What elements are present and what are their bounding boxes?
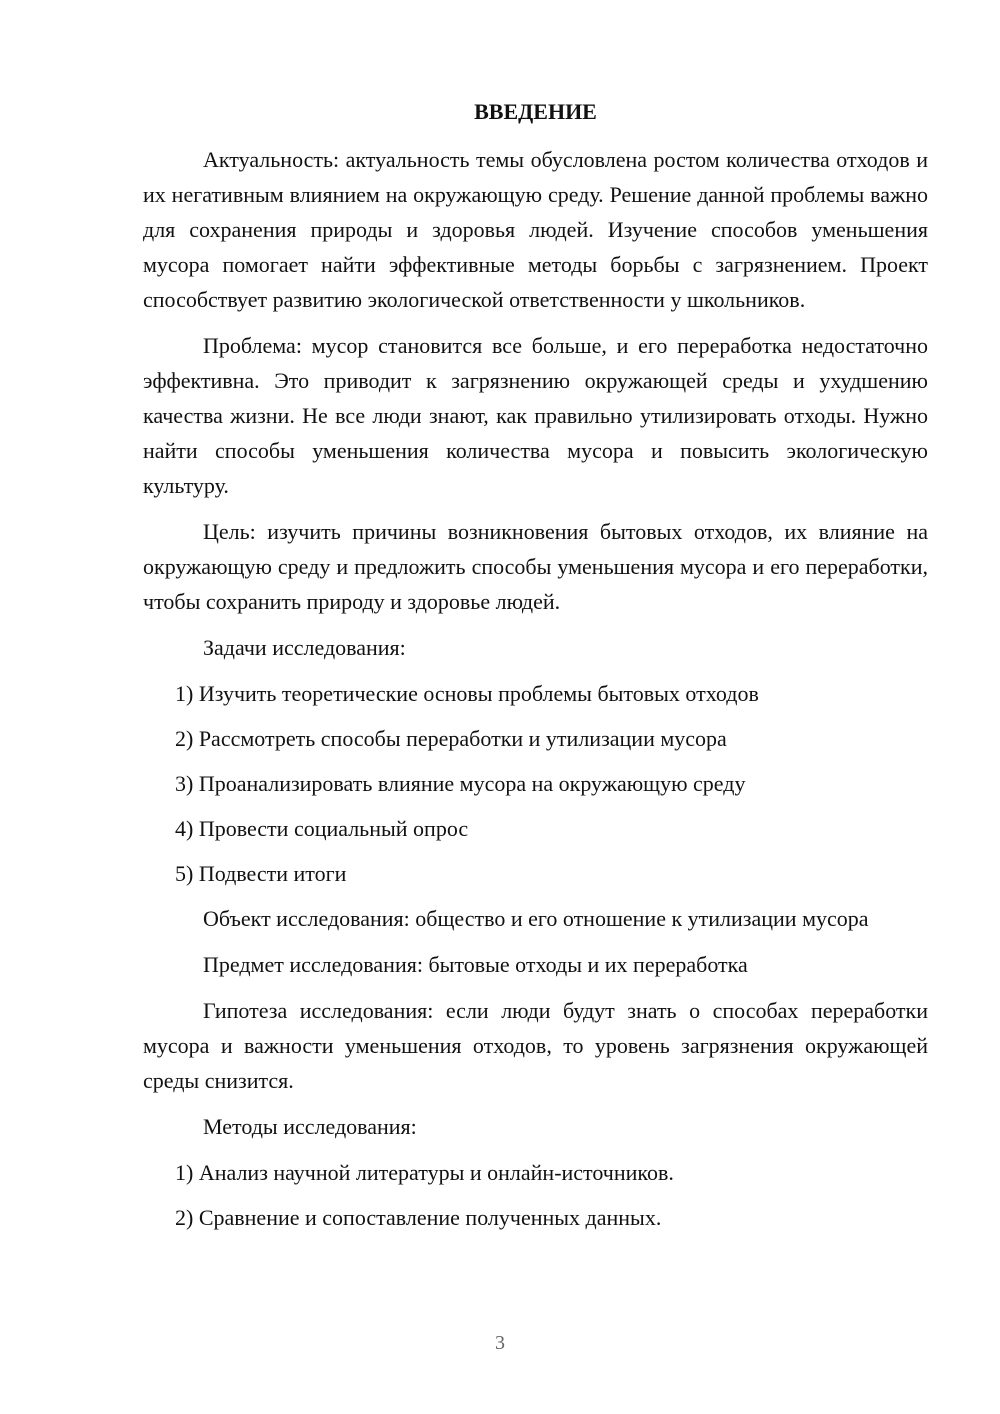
subject-paragraph: Предмет исследования: бытовые отходы и их переработка — [203, 952, 748, 977]
list-item: 4) Провести социальный опрос — [175, 816, 469, 841]
section-title: ВВЕДЕНИЕ — [474, 99, 597, 124]
relevance-paragraph: Актуальность: актуальность темы обусловлена ростом количества отходов и их негативным влиянием на окружающую среду. Решение данной проблемы важно для сохранения природы и здоровья людей. Изучение способов уменьшения мусора помогает найти эффективные методы борьбы с загрязнением. Проект способствует развитию экологической ответственности у школьников. — [143, 147, 928, 312]
document-page — [143, 94, 928, 1245]
list-item: 5) Подвести итоги — [175, 861, 347, 886]
tasks-label: Задачи исследования: — [203, 635, 406, 660]
list-item: 1) Анализ научной литературы и онлайн-источников. — [175, 1160, 674, 1185]
page-number: 3 — [495, 1332, 505, 1354]
tasks-list — [143, 676, 928, 891]
list-item: 1) Изучить теоретические основы проблемы бытовых отходов — [175, 681, 759, 706]
list-item: 2) Сравнение и сопоставление полученных данных. — [175, 1205, 662, 1230]
methods-list — [143, 1155, 928, 1235]
hypothesis-paragraph: Гипотеза исследования: если люди будут знать о способах переработки мусора и важности уменьшения отходов, то уровень загрязнения окружающей среды снизится. — [143, 998, 928, 1093]
object-paragraph: Объект исследования: общество и его отношение к утилизации мусора — [203, 906, 869, 931]
list-item: 3) Проанализировать влияние мусора на окружающую среду — [175, 771, 746, 796]
methods-label: Методы исследования: — [203, 1114, 417, 1139]
goal-paragraph: Цель: изучить причины возникновения бытовых отходов, их влияние на окружающую среду и предложить способы уменьшения мусора и его переработки, чтобы сохранить природу и здоровье людей. — [143, 519, 928, 614]
list-item: 2) Рассмотреть способы переработки и утилизации мусора — [175, 726, 727, 751]
problem-paragraph: Проблема: мусор становится все больше, и его переработка недостаточно эффективна. Это приводит к загрязнению окружающей среды и ухудшению качества жизни. Не все люди знают, как правильно утилизировать отходы. Нужно найти способы уменьшения количества мусора и повысить экологическую культуру. — [143, 333, 928, 498]
